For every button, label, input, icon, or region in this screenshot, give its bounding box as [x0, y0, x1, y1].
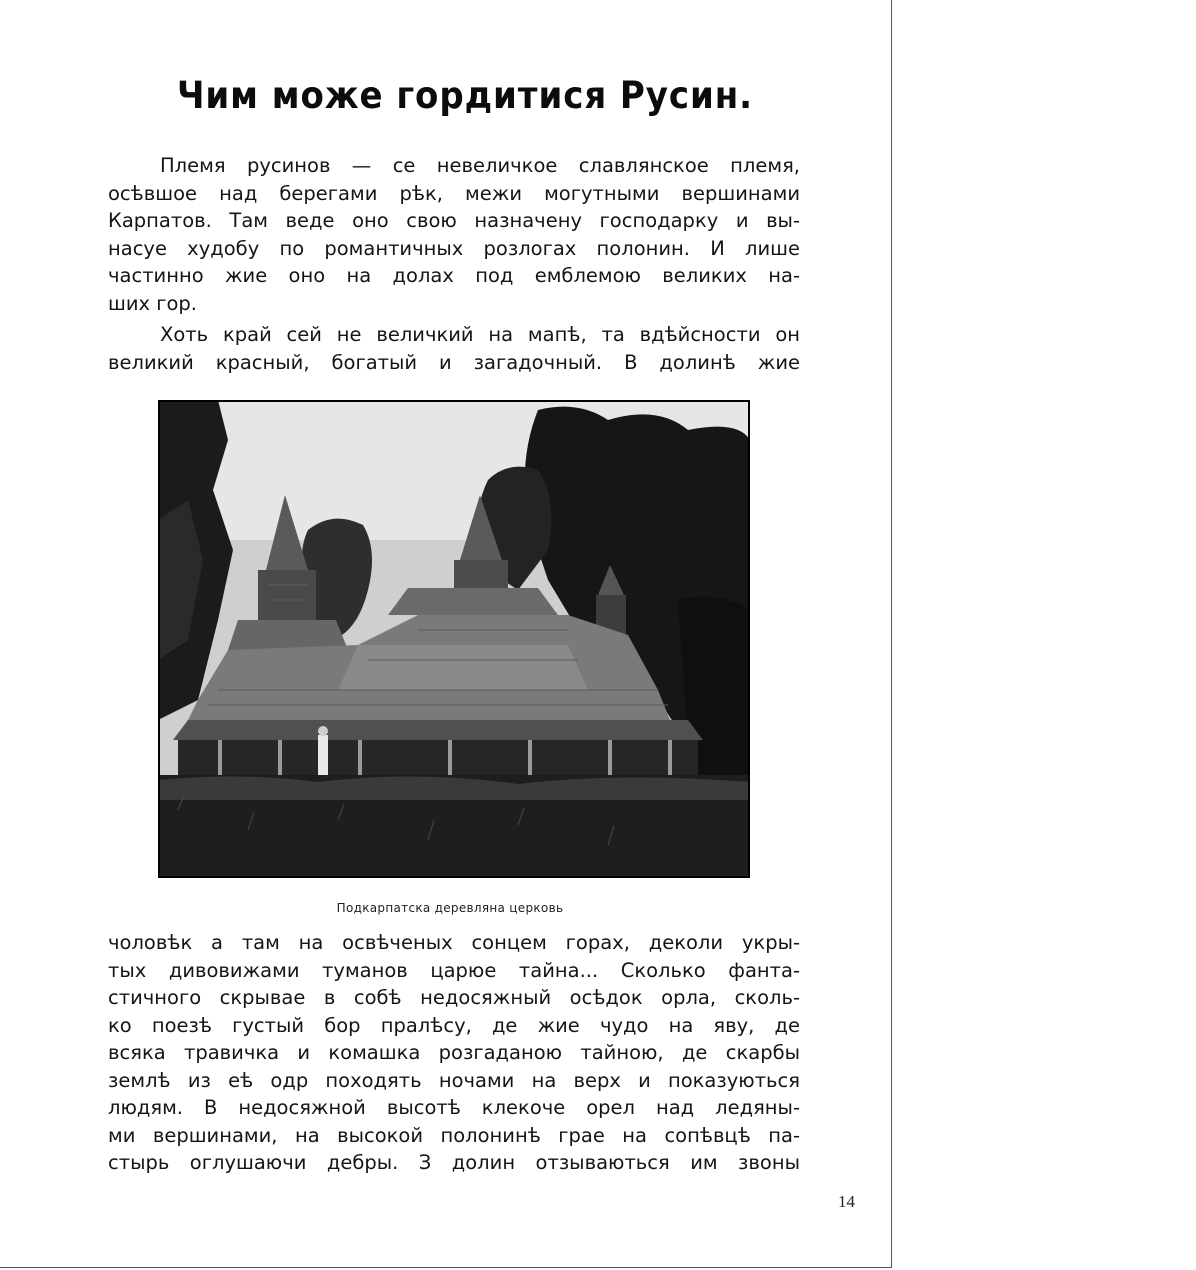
- page-title: Чим може гордитися Русин.: [176, 74, 754, 117]
- paragraph-3: [108, 929, 800, 1177]
- text-line: частинно жие оно на долах под емблемою великих на-: [108, 264, 800, 287]
- text-line: Карпатов. Там веде оно свою назначену господарку и вы-: [108, 209, 800, 232]
- text-line: ших гор.: [108, 291, 198, 315]
- paragraph-2: [108, 321, 800, 376]
- text-line: великий красный, богатый и загадочный. В долинѣ жие: [108, 350, 800, 374]
- text-line: осѣвшое над берегами рѣк, межи могутными вершинами: [108, 181, 800, 205]
- text-line: Хоть край сей не величкий на мапѣ, та вдѣйсности он: [160, 323, 800, 346]
- church-photograph: [158, 400, 750, 878]
- text-line: ко поезѣ густый бор пралѣсу, де жие чудо на яву, де: [108, 1013, 800, 1037]
- text-line: всяка травичка и комашка розгаданою тайною, де скарбы: [108, 1041, 800, 1064]
- text-line: стичного скрывае в собѣ недосяжный осѣдок орла, сколь-: [108, 986, 800, 1009]
- text-line: стырь оглушаючи дебры. З долин отзываються им звоны: [108, 1151, 800, 1174]
- text-line: тых дивовижами туманов царюе тайна... Сколько фанта-: [108, 958, 800, 982]
- text-line: Племя русинов — се невеличкое славлянское племя,: [160, 154, 800, 177]
- page-number: 14: [838, 1192, 855, 1211]
- paragraph-1: [108, 152, 800, 317]
- text-line: насуе худобу по романтичных розлогах полонин. И лише: [108, 236, 800, 260]
- text-line: землѣ из еѣ одр походять ночами на верх и показуються: [108, 1068, 800, 1092]
- text-line: ми вершинами, на высокой полонинѣ грае на сопѣвцѣ па-: [108, 1123, 800, 1147]
- text-line: чоловѣк а там на освѣченых сонцем горах, деколи укры-: [108, 931, 800, 954]
- church-photo-illustration: [158, 400, 750, 878]
- figure-caption: Подкарпатска деревляна церковь: [336, 901, 564, 915]
- text-line: людям. В недосяжной высотѣ клекоче орел над ледяны-: [108, 1096, 800, 1119]
